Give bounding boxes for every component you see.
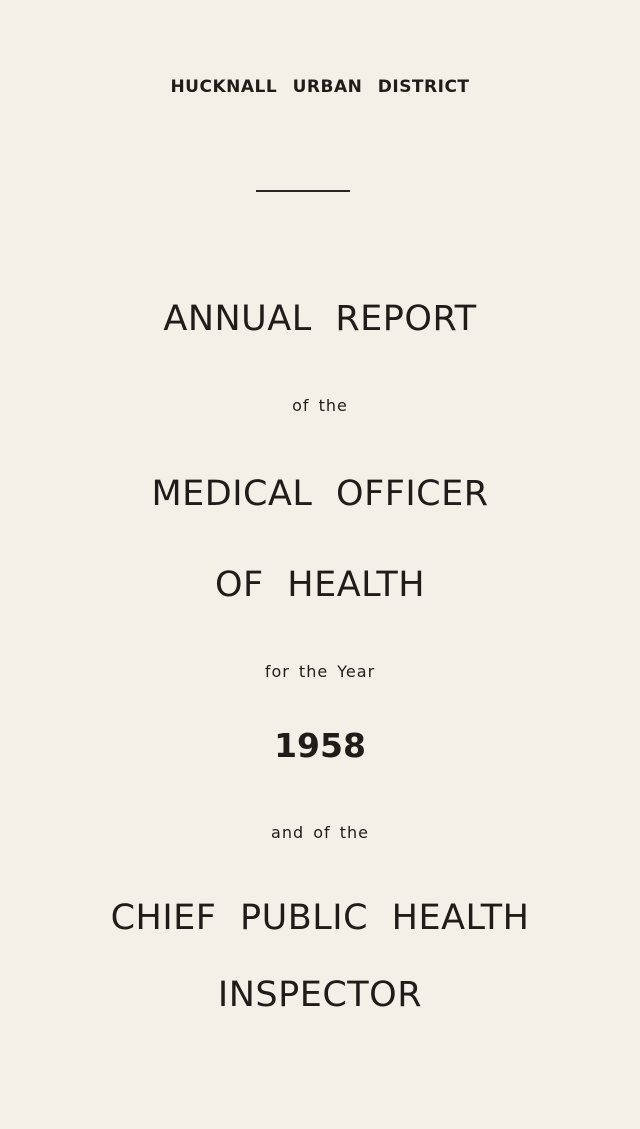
report-title: ANNUAL REPORT bbox=[163, 299, 477, 339]
inspector-title-line-1: CHIEF PUBLIC HEALTH bbox=[110, 898, 530, 938]
divider-rule bbox=[256, 190, 350, 192]
inspector-title-line-2: INSPECTOR bbox=[217, 975, 423, 1015]
report-year: 1958 bbox=[274, 726, 366, 765]
officer-title-line-1: MEDICAL OFFICER bbox=[151, 474, 489, 514]
subtitle-of-the: of the bbox=[292, 396, 348, 415]
and-of-the-text: and of the bbox=[271, 823, 369, 842]
officer-title-line-2: OF HEALTH bbox=[214, 565, 426, 605]
for-the-year-text: for the Year bbox=[264, 662, 376, 681]
district-name: HUCKNALL URBAN DISTRICT bbox=[170, 77, 470, 97]
